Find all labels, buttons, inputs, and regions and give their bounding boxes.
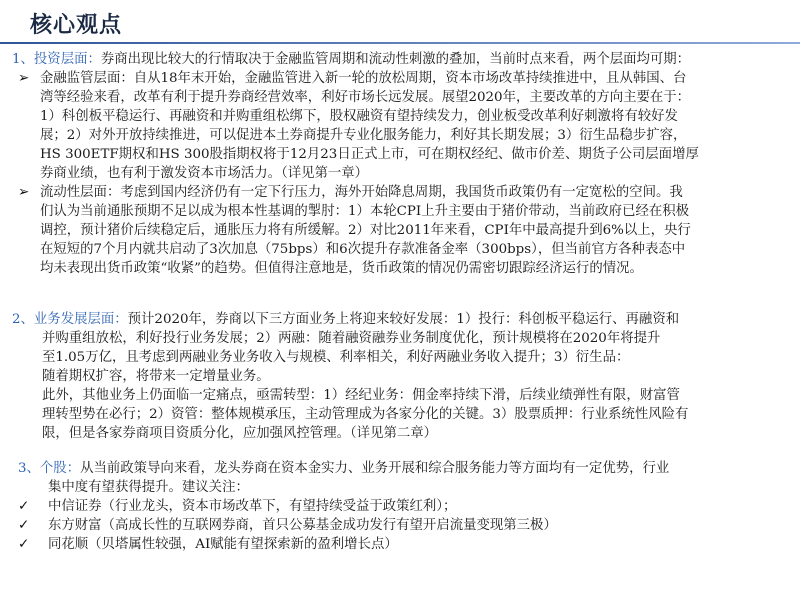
stock-pick-text: 中信证券（行业龙头，资本市场改革下，有望持续受益于政策红利）； <box>48 499 457 514</box>
checkmark-icon: ✓ <box>18 518 30 533</box>
arrow-bullet-icon: ➢ <box>18 71 30 86</box>
paragraph-line: 在短短的7个月内就共启动了3次加息（75bps）和6次提升存款准备金率（300bps），但当前官方各种表态中 <box>40 242 686 257</box>
paragraph-line: 集中度有望获得提升。建议关注： <box>48 480 249 495</box>
paragraph-line: 展；2）对外开放持续推进，可以促进本土券商提升专业化服务能力，利好其长期发展；3）衍生品稳步扩容， <box>40 128 687 143</box>
paragraph-line: 预计2020年，券商以下三方面业务上将迎来较好发展：1）投行：科创板平稳运行、再融资和 <box>127 312 680 327</box>
paragraph-line: 们认为当前通胀预期不足以成为根本性基调的掣肘：1）本轮CPI上升主要由于猪价带动，当前政府已经在积极 <box>40 204 690 219</box>
paragraph-line: HS 300ETF期权和HS 300股指期权将于12月23日正式上市，可在期权经纪、做市价差、期货子公司层面增厚 <box>40 147 699 162</box>
paragraph-line: 均未表现出货币政策“收紧”的趋势。但值得注意地是，货币政策的情况仍需密切跟踪经济运行的情况。 <box>40 261 643 276</box>
arrow-bullet-icon: ➢ <box>18 185 30 200</box>
paragraph-line: 自从18年末开始，金融监管进入新一轮的放松周期，资本市场改革持续推进中，且从韩国、台 <box>133 71 687 86</box>
paragraph-line: 随着期权扩容，将带来一定增量业务。 <box>42 369 270 384</box>
paragraph-line: 此外，其他业务上仍面临一定痛点，亟需转型：1）经纪业务：佣金率持续下滑，后续业绩弹性有限，财富管 <box>42 388 680 403</box>
section-3-intro: 从当前政策导向来看，龙头券商在资本金实力、业务开展和综合服务能力等方面均有一定优势，行业 <box>80 461 670 476</box>
bullet-liquidity-label: 流动性层面： <box>40 185 121 200</box>
section-business <box>12 310 790 443</box>
paragraph-line: 券商业绩，也有利于激发资本市场活力。（详见第一章） <box>40 166 369 181</box>
section-3-heading: 3、个股： <box>18 461 81 476</box>
paragraph-line: 并购重组放松，利好投行业务发展；2）两融：随着融资融券业务制度优化，预计规模将在2020年将提升 <box>42 331 661 346</box>
section-1-heading: 1、投资层面： <box>12 52 101 67</box>
stock-pick-text: 东方财富（高成长性的互联网券商，首只公募基金成功发行有望开启流量变现第三极） <box>48 518 557 533</box>
stock-pick-text: 同花顺（贝塔属性较强，AI赋能有望探索新的盈利增长点） <box>48 537 398 552</box>
paragraph-line: 理转型势在必行；2）资管：整体规模承压，主动管理成为各家分化的关键。3）股票质押：行业系统性风险有 <box>42 407 689 422</box>
stock-pick-item <box>12 497 790 516</box>
checkmark-icon: ✓ <box>18 499 30 514</box>
paragraph-line: 至1.05万亿，且考虑到两融业务业务收入与规模、利率相关，利好两融业务收入提升；3）衍生品： <box>42 350 630 365</box>
paragraph-line: 湾等经验来看，改革有利于提升券商经营效率，利好市场长远发展。展望2020年，主要改革的方向主要在于： <box>40 90 691 105</box>
bullet-regulation-label: 金融监管层面： <box>40 71 134 86</box>
paragraph-line: 1）科创板平稳运行、再融资和并购重组松绑下，股权融资有望持续发力，创业板受改革利好刺激将有较好发 <box>40 109 678 124</box>
paragraph-line: 限，但是各家券商项目资质分化，应加强风控管理。（详见第二章） <box>42 426 438 441</box>
paragraph-line: 考虑到国内经济仍有一定下行压力，海外开始降息周期，我国货币政策仍有一定宽松的空间。我 <box>120 185 683 200</box>
section-stocks <box>12 459 790 554</box>
stock-pick-item <box>12 535 790 554</box>
paragraph-line: 调控，预计猪价后续稳定后，通胀压力将有所缓解。2）对比2011年来看，CPI年中最高提升到6%以上，央行 <box>40 223 691 238</box>
title-divider <box>0 42 800 44</box>
section-investment <box>12 50 790 278</box>
checkmark-icon: ✓ <box>18 537 30 552</box>
stock-pick-item <box>12 516 790 535</box>
section-2-heading: 2、业务发展层面： <box>12 312 128 327</box>
section-1-intro: 券商出现比较大的行情取决于金融监管周期和流动性刺激的叠加，当前时点来看，两个层面均可期： <box>100 52 691 67</box>
page-title: 核心观点 <box>30 13 123 38</box>
